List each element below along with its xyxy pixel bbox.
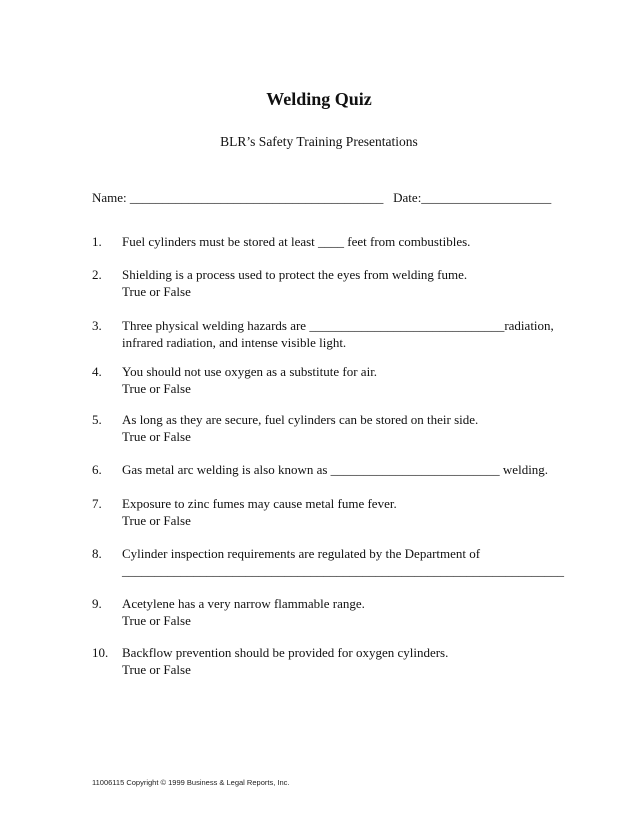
question-10 (92, 644, 562, 678)
question-5 (92, 411, 562, 445)
question-number: 2. (92, 267, 102, 282)
question-2 (92, 266, 562, 300)
true-or-false: True or False (122, 381, 191, 396)
question-6 (92, 461, 562, 478)
question-text: You should not use oxygen as a substitute for air. (122, 364, 378, 379)
true-or-false: True or False (122, 513, 191, 528)
question-text: Acetylene has a very narrow flammable range. (122, 596, 365, 611)
true-or-false: True or False (122, 662, 191, 677)
question-text: Exposure to zinc fumes may cause metal fume fever. (122, 496, 397, 511)
question-number: 6. (92, 462, 102, 477)
question-text: Shielding is a process used to protect the eyes from welding fume. (122, 267, 468, 282)
page-title: Welding Quiz (266, 89, 372, 109)
question-text: Cylinder inspection requirements are regulated by the Department of (122, 546, 481, 561)
question-number: 1. (92, 234, 102, 249)
question-text: Fuel cylinders must be stored at least ____ feet from combustibles. (122, 234, 471, 249)
question-number: 5. (92, 412, 102, 427)
name-date-line: Name: _______________________________________ Date:____________________ (92, 190, 552, 205)
true-or-false: True or False (122, 284, 191, 299)
question-number: 4. (92, 364, 102, 379)
question-9 (92, 595, 562, 629)
question-text: Backflow prevention should be provided for oxygen cylinders. (122, 645, 449, 660)
page-subtitle: BLR’s Safety Training Presentations (220, 134, 418, 149)
question-text: As long as they are secure, fuel cylinders can be stored on their side. (122, 412, 479, 427)
question-text: Three physical welding hazards are ______________________________radiation, (122, 318, 554, 333)
question-7 (92, 495, 562, 529)
question-text-continued: infrared radiation, and intense visible light. (122, 335, 347, 350)
question-4 (92, 363, 562, 397)
question-text: Gas metal arc welding is also known as __________________________ welding. (122, 462, 549, 477)
true-or-false: True or False (122, 429, 191, 444)
question-number: 10. (92, 645, 109, 660)
question-number: 7. (92, 496, 102, 511)
question-1 (92, 233, 562, 250)
question-3 (92, 317, 562, 351)
question-8 (92, 545, 562, 579)
question-number: 8. (92, 546, 102, 561)
question-number: 9. (92, 596, 102, 611)
true-or-false: True or False (122, 613, 191, 628)
answer-blank-line: ____________________________________________________________________ (122, 563, 564, 578)
copyright-footer: 11006115 Copyright © 1999 Business & Legal Reports, Inc. (92, 778, 290, 787)
question-number: 3. (92, 318, 102, 333)
